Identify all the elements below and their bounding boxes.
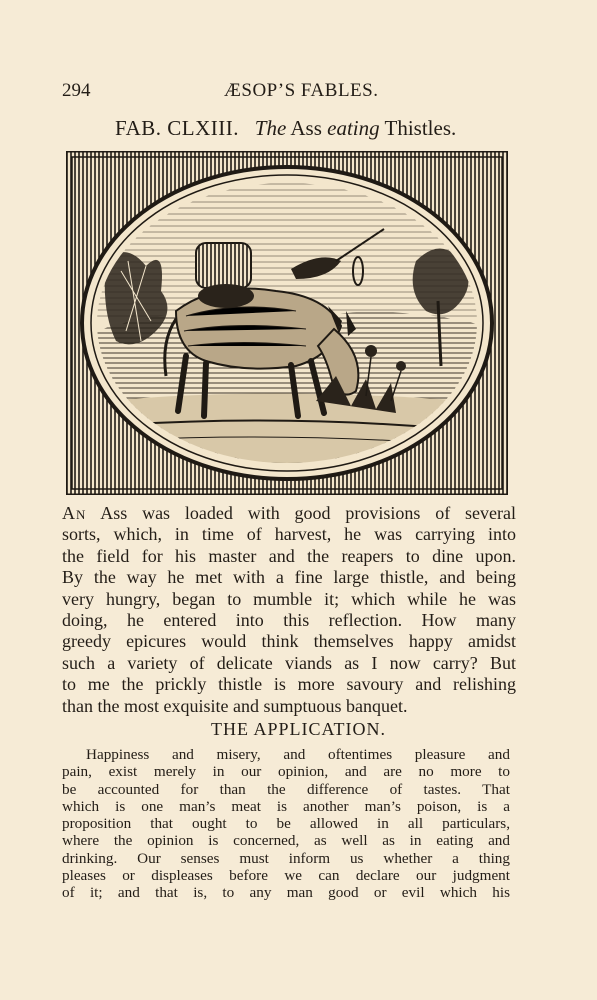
fable-line-10: than the most exquisite and sumptuous banquet. [62,695,408,716]
application-line-3: be accounted for than the difference of tastes. That [62,780,510,798]
fable-line-6: doing, he entered into this reflection. How many [62,610,516,631]
fable-heading [115,116,515,142]
application-body [62,746,510,902]
page-number: 294 [62,80,91,101]
fable-body [62,503,516,717]
running-head [62,80,518,104]
application-line-1: Happiness and misery, and oftentimes pleasure and [86,746,510,763]
fable-line-9: to me the prickly thistle is more savoury and relishing [62,674,516,695]
application-line-9: of it; and that is, to any man good or evil which his [62,884,510,902]
application-line-4: which is one man’s meat is another man’s poison, is a [62,797,510,815]
running-title: ÆSOP’S FABLES. [224,80,379,101]
fable-title-the: The [254,116,287,140]
application-line-5: proposition that ought to be allowed in all particulars, [62,815,510,833]
application-line-2: pain, exist merely in our opinion, and are no more to [62,763,510,781]
ass-eating-thistles-woodcut-icon [66,151,508,495]
application-line-7: drinking. Our senses must inform us whether a thing [62,849,510,867]
application-line-6: where the opinion is concerned, as well as in eating and [62,832,510,850]
fable-line-7: greedy epicures would think themselves happy amidst [62,631,516,652]
fable-line-1 [62,503,516,524]
fable-title-eating: eating [327,116,380,140]
fable-number: FAB. CLXIII. [115,116,240,140]
fable-title-thistles: Thistles. [384,116,457,140]
fable-line-4: By the way he met with a fine large thistle, and being [62,567,516,588]
fable-line-8: such a variety of delicate viands as I now carry? But [62,652,516,673]
drop-word: An [62,503,87,523]
fable-line-3: the field for his master and the reapers to dine upon. [62,545,516,566]
application-line-8: pleases or displeases before we can declare our judgment [62,867,510,885]
fable-line-1-text: Ass was loaded with good provisions of several [100,503,516,523]
fable-title-ass: Ass [290,116,322,140]
application-heading: THE APPLICATION. [210,719,386,739]
fable-line-2: sorts, which, in time of harvest, he was carrying into [62,524,516,545]
fable-line-5: very hungry, began to mumble it; which while he was [62,588,516,609]
